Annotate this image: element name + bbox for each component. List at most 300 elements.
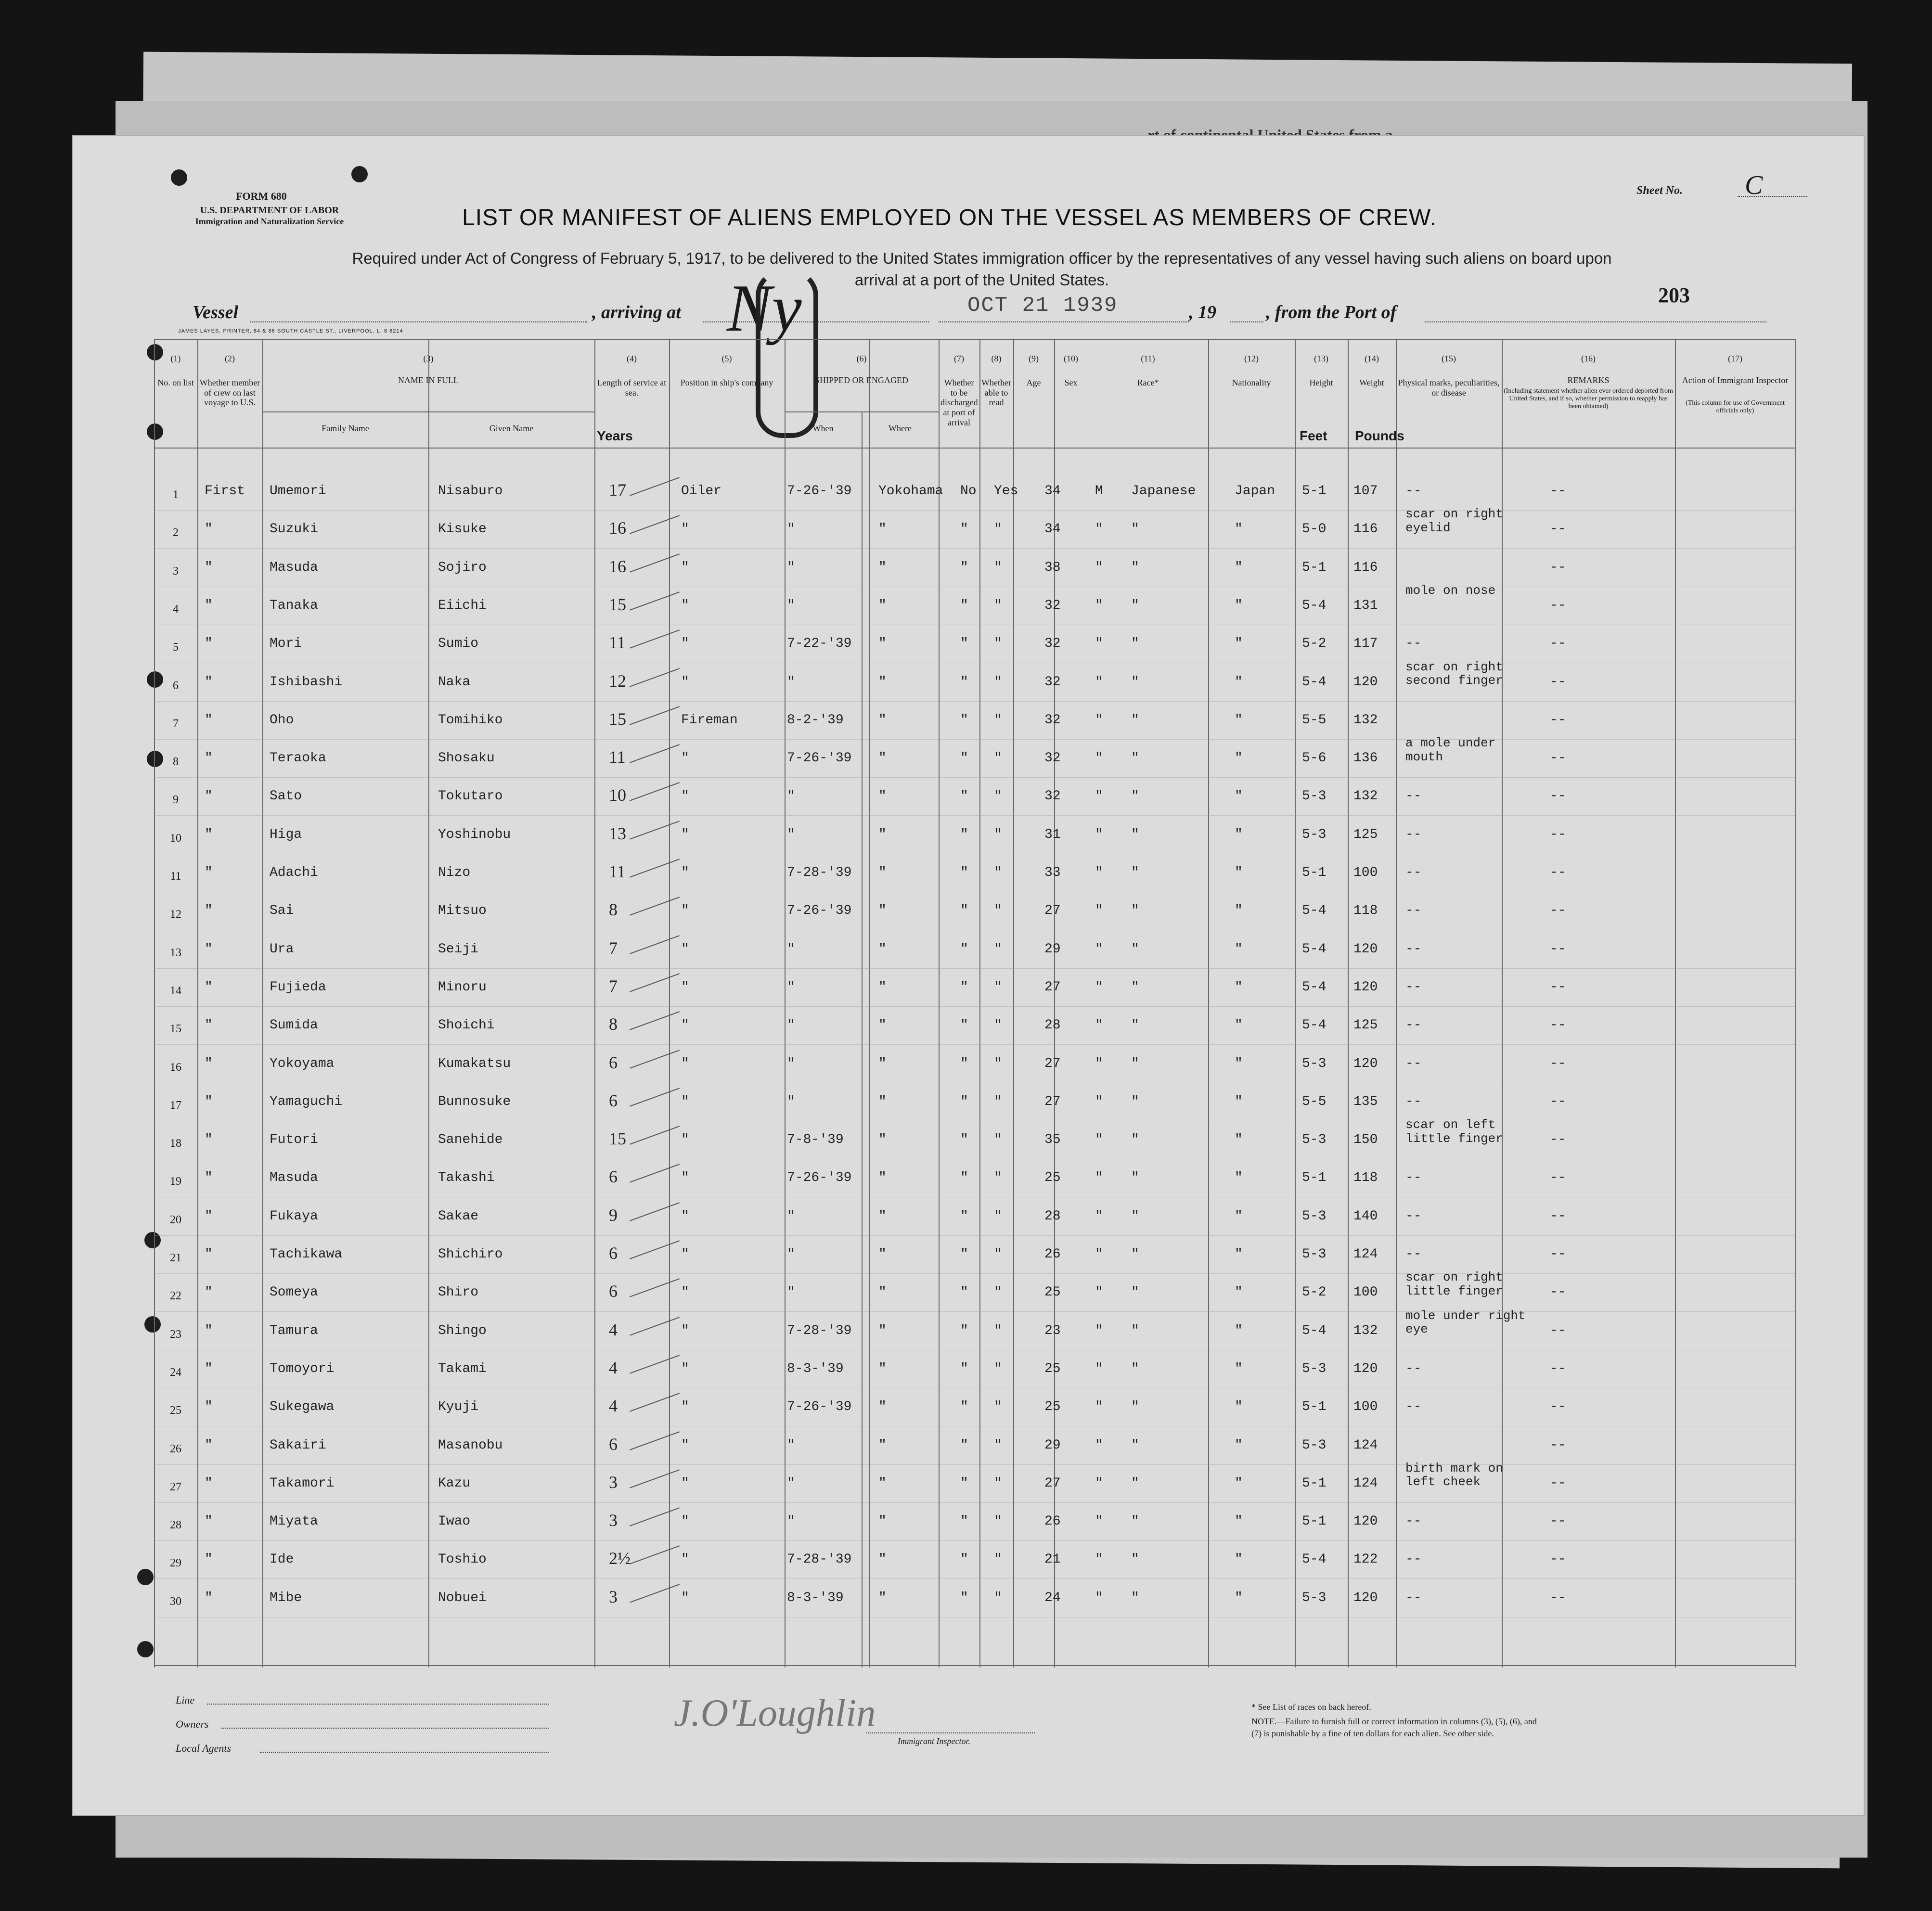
cell-sex: " (1095, 1094, 1103, 1109)
column-number: (9) (1029, 354, 1039, 363)
row-number: 5 (173, 641, 179, 654)
sheet-number-field (1636, 170, 1763, 200)
cell-height: 5-1 (1302, 865, 1327, 880)
cell-read: " (994, 1361, 1002, 1376)
cell-weight: 120 (1353, 941, 1378, 957)
years-unit: Years (597, 428, 633, 443)
cell-when: " (787, 1247, 795, 1262)
cell-family: Ishibashi (270, 674, 343, 690)
cell-height: 5-4 (1302, 674, 1327, 690)
cell-discharged: " (960, 1514, 968, 1529)
column-rule (594, 339, 595, 1667)
table-row (154, 1502, 1795, 1503)
cell-position: " (681, 865, 689, 880)
cell-height: 5-1 (1302, 1514, 1327, 1529)
cell-family: Suzuki (270, 522, 318, 537)
cell-age: 24 (1044, 1590, 1061, 1605)
cell-discharged: " (960, 1132, 968, 1148)
cell-discharged: " (960, 598, 968, 613)
cell-years: 4 (609, 1358, 618, 1377)
cell-given: Nizo (438, 865, 471, 880)
cell-discharged: " (960, 636, 968, 652)
cell-read: " (994, 979, 1002, 995)
cell-weight: 140 (1353, 1208, 1378, 1224)
crew-table (154, 339, 1795, 1665)
cell-weight: 124 (1353, 1475, 1378, 1491)
column-number: (11) (1141, 354, 1155, 363)
cell-voyage: " (205, 1361, 213, 1376)
cell-position: " (681, 1247, 689, 1262)
cell-when: " (787, 1285, 795, 1300)
row-number: 1 (173, 488, 179, 501)
cell-when: " (787, 1056, 795, 1071)
row-number: 17 (170, 1099, 181, 1112)
cell-marks: -- (1405, 1170, 1422, 1186)
cell-discharged: " (960, 1056, 968, 1071)
column-rule (197, 339, 198, 1667)
cell-height: 5-3 (1302, 1132, 1327, 1148)
cell-height: 5-4 (1302, 903, 1327, 919)
cell-position: " (681, 1475, 689, 1491)
cell-when: 7-28-'39 (787, 1552, 852, 1567)
cell-race: " (1131, 1094, 1139, 1109)
port-field (1425, 321, 1766, 322)
cell-family: Miyata (270, 1514, 318, 1529)
column-number: (4) (627, 354, 637, 363)
cell-sex: " (1095, 598, 1103, 613)
column-number: (7) (954, 354, 964, 363)
cell-where: " (878, 1018, 887, 1033)
cell-race: " (1131, 1208, 1139, 1224)
cell-remarks: -- (1550, 1208, 1566, 1224)
cell-height: 5-5 (1302, 712, 1327, 728)
date-stamp: OCT 21 1939 (967, 294, 1118, 318)
cell-given: Shingo (438, 1323, 487, 1338)
year-label: , 19 (1189, 302, 1216, 322)
row-number: 28 (170, 1519, 181, 1532)
sheet-number: 203 (1658, 283, 1690, 307)
cell-nationality: " (1235, 1285, 1243, 1300)
cell-where: " (878, 1514, 887, 1529)
cell-where: " (878, 903, 887, 919)
check-tick (630, 1317, 680, 1336)
cell-weight: 124 (1353, 1437, 1378, 1453)
cell-voyage: " (205, 674, 213, 690)
cell-where: " (878, 1094, 887, 1109)
cell-age: 38 (1044, 560, 1061, 575)
cell-voyage: First (205, 484, 245, 499)
cell-discharged: " (960, 941, 968, 957)
column-header: Height (1309, 378, 1333, 387)
cell-remarks: -- (1550, 1170, 1566, 1186)
cell-height: 5-2 (1302, 1285, 1327, 1300)
cell-voyage: " (205, 1514, 213, 1529)
cell-marks: -- (1405, 1018, 1422, 1033)
cell-position: " (681, 1552, 689, 1567)
cell-years: 4 (609, 1396, 618, 1416)
cell-nationality: " (1235, 789, 1243, 804)
check-tick (630, 1279, 680, 1298)
cell-marks: -- (1405, 1056, 1422, 1071)
column-rule (1795, 339, 1796, 1667)
cell-marks: scar on right little finger (1405, 1270, 1503, 1298)
cell-when: " (787, 1437, 795, 1453)
cell-marks: scar on left little finger (1405, 1117, 1503, 1146)
check-tick (630, 706, 680, 725)
cell-discharged: " (960, 1170, 968, 1186)
check-tick (630, 1469, 680, 1488)
column-rule (939, 339, 940, 1667)
cell-where: " (878, 1132, 887, 1148)
cell-voyage: " (205, 789, 213, 804)
cell-where: " (878, 789, 887, 804)
column-rule (979, 339, 980, 1667)
cell-read: " (994, 1552, 1002, 1567)
cell-family: Sato (270, 789, 302, 804)
cell-voyage: " (205, 1247, 213, 1262)
cell-when: " (787, 674, 795, 690)
cell-given: Takami (438, 1361, 487, 1376)
cell-height: 5-3 (1302, 1247, 1327, 1262)
cell-height: 5-4 (1302, 941, 1327, 957)
cell-years: 9 (609, 1205, 618, 1225)
column-note: (Including statement whether alien ever ordered deported from United States, and if so, whether permission to reapply has been obtained) (1504, 387, 1673, 410)
cell-sex: " (1095, 674, 1103, 690)
subtitle-line-2: arrival at a port of the United States. (854, 270, 1109, 289)
cell-family: Tachikawa (270, 1247, 343, 1262)
cell-age: 32 (1044, 712, 1061, 728)
row-number: 14 (170, 984, 181, 997)
column-number: (17) (1728, 354, 1742, 363)
cell-when: " (787, 1094, 795, 1109)
row-number: 29 (170, 1557, 181, 1570)
cell-position: " (681, 1399, 689, 1415)
cell-race: " (1131, 1170, 1139, 1186)
check-tick (630, 1202, 680, 1221)
cell-read: " (994, 1018, 1002, 1033)
cell-read: " (994, 560, 1002, 575)
cell-nationality: " (1235, 636, 1243, 652)
cell-weight: 120 (1353, 1514, 1378, 1529)
column-rule (785, 339, 786, 1667)
cell-voyage: " (205, 522, 213, 537)
cell-read: " (994, 1247, 1002, 1262)
cell-read: " (994, 1590, 1002, 1605)
cell-discharged: " (960, 522, 968, 537)
cell-weight: 132 (1353, 1323, 1378, 1338)
line-label: Line (176, 1694, 195, 1706)
cell-age: 26 (1044, 1514, 1061, 1529)
cell-race: " (1131, 1361, 1139, 1376)
cell-weight: 136 (1353, 751, 1378, 766)
cell-nationality: " (1235, 1361, 1243, 1376)
cell-height: 5-3 (1302, 1208, 1327, 1224)
cell-position: " (681, 1514, 689, 1529)
cell-family: Fukaya (270, 1208, 318, 1224)
cell-sex: " (1095, 560, 1103, 575)
column-header: Whether to be discharged at port of arrival (940, 378, 978, 427)
row-number: 11 (170, 870, 181, 883)
check-tick (630, 1011, 680, 1030)
cell-when: " (787, 1018, 795, 1033)
cell-age: 31 (1044, 827, 1061, 842)
cell-nationality: " (1235, 1247, 1243, 1262)
row-number: 26 (170, 1442, 181, 1455)
cell-family: Masuda (270, 560, 318, 575)
owners-label: Owners (176, 1718, 209, 1730)
cell-position: Oiler (681, 484, 722, 499)
cell-marks: -- (1405, 636, 1422, 652)
cell-years: 4 (609, 1320, 618, 1339)
cell-position: " (681, 1437, 689, 1453)
fine-note-cont: (7) is punishable by a fine of ten dollars for each alien. See other side. (1251, 1729, 1494, 1738)
table-top-rule (154, 339, 1795, 340)
cell-weight: 124 (1353, 1247, 1378, 1262)
check-tick (630, 935, 680, 954)
cell-given: Shosaku (438, 751, 495, 766)
cell-weight: 150 (1353, 1132, 1378, 1148)
cell-nationality: " (1235, 751, 1243, 766)
cell-remarks: -- (1550, 941, 1566, 957)
check-tick (630, 629, 680, 649)
row-number: 7 (173, 717, 179, 730)
cell-read: " (994, 1514, 1002, 1529)
cell-position: " (681, 1323, 689, 1338)
cell-voyage: " (205, 1590, 213, 1605)
table-row (154, 1044, 1795, 1045)
cell-years: 11 (609, 862, 626, 881)
row-number: 19 (170, 1175, 181, 1188)
cell-race: " (1131, 1590, 1139, 1605)
table-row (154, 777, 1795, 778)
cell-marks: -- (1405, 865, 1422, 880)
cell-sex: " (1095, 903, 1103, 919)
cell-nationality: " (1235, 1399, 1243, 1415)
cell-nationality: " (1235, 827, 1243, 842)
cell-given: Toshio (438, 1552, 487, 1567)
sheet-value: C (1745, 170, 1763, 200)
cell-given: Nisaburo (438, 484, 503, 499)
cell-discharged: " (960, 751, 968, 766)
cell-family: Teraoka (270, 751, 326, 766)
cell-given: Kazu (438, 1475, 471, 1491)
cell-height: 5-6 (1302, 751, 1327, 766)
cell-when: 7-28-'39 (787, 1323, 852, 1338)
cell-height: 5-1 (1302, 1475, 1327, 1491)
cell-race: " (1131, 1323, 1139, 1338)
cell-position: " (681, 1018, 689, 1033)
cell-marks: mole under right eye (1405, 1308, 1526, 1337)
table-row (154, 968, 1795, 969)
cell-position: " (681, 1361, 689, 1376)
row-number: 22 (170, 1290, 181, 1303)
column-number: (3) (423, 354, 434, 363)
cell-age: 25 (1044, 1361, 1061, 1376)
cell-age: 32 (1044, 598, 1061, 613)
column-subheader: Given Name (489, 423, 534, 433)
cell-nationality: " (1235, 979, 1243, 995)
cell-weight: 120 (1353, 1056, 1378, 1071)
cell-race: " (1131, 1018, 1139, 1033)
sheet-underline (1738, 196, 1807, 197)
table-header-rule (154, 448, 1795, 449)
check-tick (630, 744, 680, 763)
cell-voyage: " (205, 712, 213, 728)
column-number: (5) (721, 354, 732, 363)
cell-discharged: " (960, 1208, 968, 1224)
cell-remarks: -- (1550, 484, 1566, 499)
cell-voyage: " (205, 1475, 213, 1491)
cell-given: Minoru (438, 979, 487, 995)
row-number: 9 (173, 794, 179, 807)
cell-height: 5-4 (1302, 979, 1327, 995)
cell-remarks: -- (1550, 1247, 1566, 1262)
punch-hole (351, 166, 368, 182)
cell-nationality: " (1235, 1018, 1243, 1033)
check-tick (630, 1355, 680, 1374)
owners-field (221, 1728, 549, 1729)
cell-marks: scar on right second finger (1405, 659, 1503, 688)
cell-given: Kumakatsu (438, 1056, 511, 1071)
cell-family: Tanaka (270, 598, 318, 613)
cell-height: 5-3 (1302, 789, 1327, 804)
row-number: 13 (170, 946, 181, 959)
cell-discharged: " (960, 1285, 968, 1300)
cell-read: " (994, 1094, 1002, 1109)
cell-given: Masanobu (438, 1437, 503, 1453)
cell-marks: birth mark on left cheek (1405, 1461, 1503, 1489)
cell-years: 10 (609, 785, 626, 805)
cell-nationality: " (1235, 941, 1243, 957)
column-rule (1208, 339, 1209, 1667)
cell-age: 25 (1044, 1170, 1061, 1186)
cell-read: " (994, 827, 1002, 842)
column-header: Physical marks, peculiarities, or disease (1398, 378, 1500, 398)
cell-marks: -- (1405, 1399, 1422, 1415)
cell-height: 5-1 (1302, 1170, 1327, 1186)
cell-nationality: " (1235, 674, 1243, 690)
cell-age: 28 (1044, 1208, 1061, 1224)
cell-when: " (787, 1208, 795, 1224)
cell-race: " (1131, 560, 1139, 575)
cell-given: Yoshinobu (438, 827, 511, 842)
cell-height: 5-3 (1302, 1056, 1327, 1071)
cell-remarks: -- (1550, 1590, 1566, 1605)
cell-height: 5-3 (1302, 1437, 1327, 1453)
cell-read: " (994, 636, 1002, 652)
cell-family: Yokoyama (270, 1056, 335, 1071)
pounds-unit: Pounds (1355, 428, 1404, 443)
row-number: 24 (170, 1366, 181, 1379)
agents-label: Local Agents (176, 1742, 232, 1754)
cell-position: " (681, 979, 689, 995)
cell-sex: " (1095, 865, 1103, 880)
cell-weight: 118 (1353, 903, 1378, 919)
cell-where: Yokohama (878, 484, 943, 499)
row-number: 27 (170, 1480, 181, 1493)
check-tick (630, 1164, 680, 1183)
column-rule (1348, 339, 1349, 1667)
cell-family: Futori (270, 1132, 318, 1148)
cell-weight: 135 (1353, 1094, 1378, 1109)
cell-marks: -- (1405, 484, 1422, 499)
cell-position: " (681, 751, 689, 766)
check-tick (630, 897, 680, 916)
cell-position: Fireman (681, 712, 738, 728)
cell-where: " (878, 1437, 887, 1453)
table-row (154, 701, 1795, 702)
cell-age: 34 (1044, 522, 1061, 537)
check-tick (630, 1050, 680, 1069)
cell-position: " (681, 1590, 689, 1605)
table-row (154, 1006, 1795, 1007)
cell-nationality: " (1235, 712, 1243, 728)
cell-where: " (878, 712, 887, 728)
printer-line: JAMES LAYES, PRINTER, 84 & 86 SOUTH CASTLE ST., LIVERPOOL. L. 8 6214 (178, 328, 403, 334)
cell-age: 27 (1044, 903, 1061, 919)
cell-sex: " (1095, 712, 1103, 728)
cell-height: 5-1 (1302, 560, 1327, 575)
cell-years: 12 (609, 671, 626, 691)
cell-voyage: " (205, 1552, 213, 1567)
year-field (1230, 321, 1263, 322)
service-name: Immigration and Naturalization Service (195, 217, 344, 226)
cell-race: " (1131, 1285, 1139, 1300)
cell-position: " (681, 827, 689, 842)
cell-read: " (994, 1323, 1002, 1338)
row-number: 30 (170, 1595, 181, 1608)
cell-family: Tamura (270, 1323, 318, 1338)
cell-marks: -- (1405, 1361, 1422, 1376)
cell-weight: 132 (1353, 789, 1378, 804)
cell-age: 32 (1044, 674, 1061, 690)
cell-nationality: " (1235, 1514, 1243, 1529)
cell-weight: 125 (1353, 1018, 1378, 1033)
cell-years: 3 (609, 1587, 618, 1606)
cell-discharged: " (960, 560, 968, 575)
row-number: 12 (170, 908, 181, 921)
race-note: * See List of races on back hereof. (1251, 1702, 1371, 1712)
cell-read: " (994, 674, 1002, 690)
cell-family: Masuda (270, 1170, 318, 1186)
page-title: LIST OR MANIFEST OF ALIENS EMPLOYED ON THE VESSEL AS MEMBERS OF CREW. (462, 205, 1437, 231)
cell-nationality: " (1235, 865, 1243, 880)
row-number: 20 (170, 1213, 181, 1226)
cell-voyage: " (205, 827, 213, 842)
cell-age: 25 (1044, 1399, 1061, 1415)
cell-years: 16 (609, 518, 626, 538)
row-number: 2 (173, 526, 179, 539)
cell-sex: M (1095, 484, 1103, 499)
cell-discharged: " (960, 1590, 968, 1605)
cell-given: Kyuji (438, 1399, 479, 1415)
cell-position: " (681, 674, 689, 690)
table-row (154, 548, 1795, 549)
cell-position: " (681, 598, 689, 613)
cell-read: " (994, 865, 1002, 880)
cell-sex: " (1095, 1361, 1103, 1376)
cell-given: Iwao (438, 1514, 471, 1529)
row-number: 15 (170, 1023, 181, 1036)
column-header: Race* (1137, 378, 1159, 387)
cell-given: Seiji (438, 941, 479, 957)
column-number: (8) (991, 354, 1002, 363)
cell-height: 5-1 (1302, 484, 1327, 499)
row-number: 18 (170, 1137, 181, 1150)
check-tick (630, 1507, 680, 1526)
cell-sex: " (1095, 789, 1103, 804)
cell-remarks: -- (1550, 1552, 1566, 1567)
